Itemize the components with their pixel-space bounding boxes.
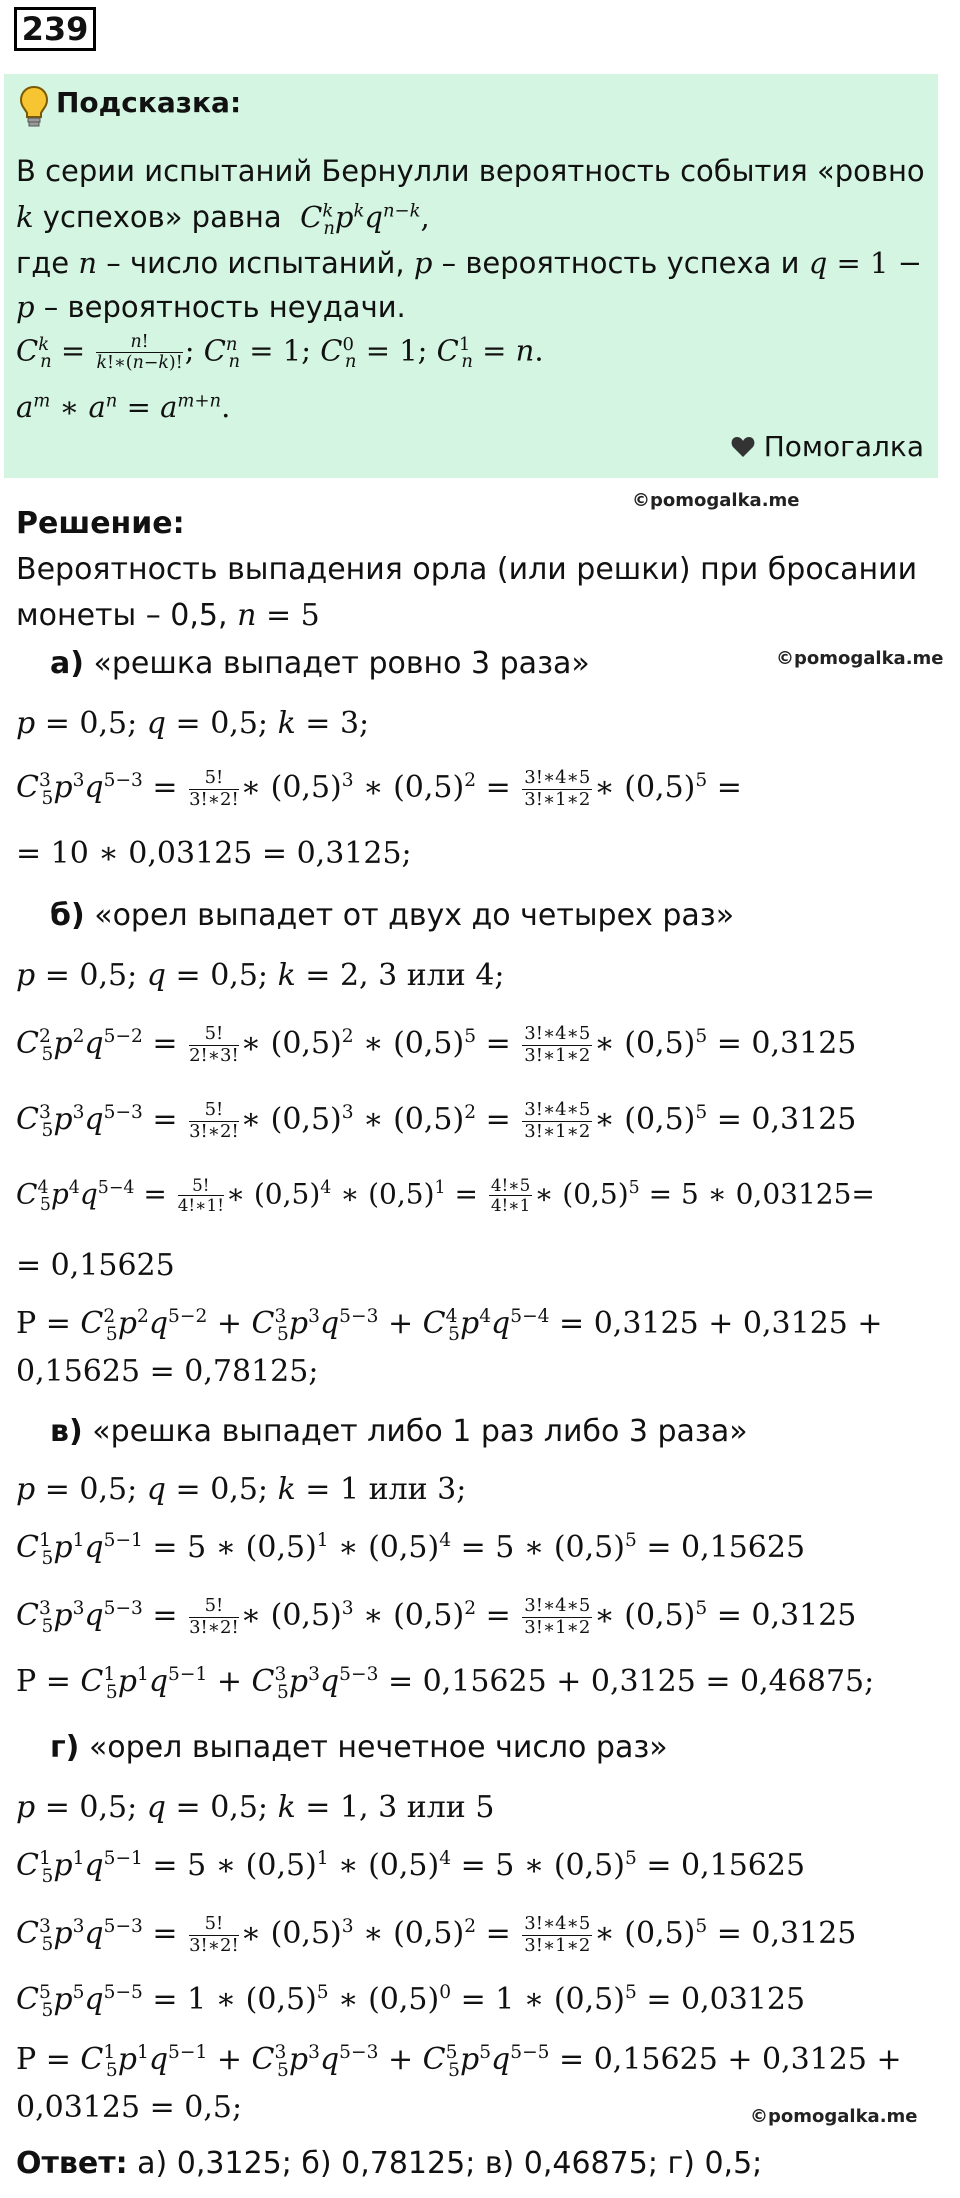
part-a-line-2: $C^3_5p^3q^{5-3}$ = $\frac{5!}{3!∗2!}$ ∗ $(0,5)^3$ ∗ $(0,5)^2$ = $\frac{3!∗4∗5}{3!∗1∗2}$ ∗ $(0,5)^5$ = [16,767,742,810]
part-b-line-3: $C^3_5p^3q^{5-3}$ = $\frac{5!}{3!∗2!}$ ∗ $(0,5)^3$ ∗ $(0,5)^2$ = $\frac{3!∗4∗5}{3!∗1∗2}$ ∗ $(0,5)^5 = 0,3125$ [16,1099,857,1142]
hint-line-4: p – вероятность неудачи. [16,290,406,324]
task-number: 239 [14,7,96,51]
part-b-line-7: 0,15625 = 0,78125; [16,1354,319,1389]
part-a-line-3: = 10 ∗ 0,03125 = 0,3125; [16,836,412,871]
hint-box [4,74,938,478]
hint-title: Подсказка: [56,86,242,119]
part-b-heading: б) «орел выпадет от двух до четырех раз» [50,898,735,933]
part-v-heading: в) «решка выпадет либо 1 раз либо 3 раза» [50,1414,748,1449]
watermark: ©pomogalka.me [750,2106,918,2127]
answer [16,2146,762,2181]
hint-line-1: В серии испытаний Бернулли вероятность события «ровно [16,154,925,188]
brand-label: Помогалка [763,430,924,463]
hint-line-6: $a^m$ ∗ $a^n = a^{m+n}$. [16,390,231,424]
part-b-line-5: = 0,15625 [16,1248,175,1283]
part-g-line-3: $C^3_5p^3q^{5-3}$ = $\frac{5!}{3!∗2!}$ ∗ $(0,5)^3$ ∗ $(0,5)^2$ = $\frac{3!∗4∗5}{3!∗1∗2}$ ∗ $(0,5)^5 = 0,3125$ [16,1913,857,1956]
part-b-line-6: $P = C^2_5p^2q^{5-2} + C^3_5p^3q^{5-3} + C^4_5p^4q^{5-4} = 0,3125 + 0,3125$ + [16,1306,883,1345]
part-b-line-2: $C^2_5p^2q^{5-2}$ = $\frac{5!}{2!∗3!}$ ∗ $(0,5)^2$ ∗ $(0,5)^5$ = $\frac{3!∗4∗5}{3!∗1∗2}$ ∗ $(0,5)^5 = 0,3125$ [16,1023,857,1066]
part-v-line-3: $C^3_5p^3q^{5-3}$ = $\frac{5!}{3!∗2!}$ ∗ $(0,5)^3$ ∗ $(0,5)^2$ = $\frac{3!∗4∗5}{3!∗1∗2}$ ∗ $(0,5)^5 = 0,3125$ [16,1595,857,1638]
watermark: ©pomogalka.me [632,490,800,511]
part-g-line-5: $P = C^1_5p^1q^{5-1} + C^3_5p^3q^{5-3} + C^5_5p^5q^{5-5} = 0,15625 + 0,3125$ + [16,2042,902,2081]
heart-icon [731,436,755,458]
hint-line-3: где n – число испытаний, p – вероятность успеха и q = 1 − [16,246,923,280]
part-g-heading: г) «орел выпадет нечетное число раз» [50,1730,668,1765]
hint-line-2: k успехов» равна $C^k_np^kq^{n-k}$, [16,200,430,239]
part-g-line-6: 0,03125 = 0,5; [16,2090,243,2125]
part-b-line-4: $C^4_5p^4q^{5-4}$ = $\frac{5!}{4!∗1!}$ ∗ $(0,5)^4$ ∗ $(0,5)^1$ = $\frac{4!∗5}{4!∗1}$ ∗ $(0,5)^5 = 5$ ∗ 0,03125= [16,1175,875,1216]
watermark: ©pomogalka.me [776,648,944,669]
solution-intro-1: Вероятность выпадения орла (или решки) при бросании [16,552,918,587]
part-b-line-1: p = 0,5; q = 0,5; k = 2, 3 или 4; [16,958,505,993]
solution-intro-2: монеты – 0,5, n = 5 [16,598,320,633]
part-v-line-2: $C^1_5p^1q^{5-1} = 5$ ∗ $(0,5)^1$ ∗ $(0,5)^4 = 5$ ∗ $(0,5)^5 = 0,15625$ [16,1530,806,1569]
answer-text: а) 0,3125; б) 0,78125; в) 0,46875; г) 0,5; [137,2146,763,2181]
part-v-line-1: p = 0,5; q = 0,5; k = 1 или 3; [16,1472,467,1507]
part-v-line-4: $P = C^1_5p^1q^{5-1} + C^3_5p^3q^{5-3} = 0,15625 + 0,3125 = 0,46875$; [16,1664,875,1703]
part-g-line-4: $C^5_5p^5q^{5-5} = 1$ ∗ $(0,5)^5$ ∗ $(0,5)^0 = 1$ ∗ $(0,5)^5 = 0,03125$ [16,1982,806,2021]
part-g-line-2: $C^1_5p^1q^{5-1} = 5$ ∗ $(0,5)^1$ ∗ $(0,5)^4 = 5$ ∗ $(0,5)^5 = 0,15625$ [16,1848,806,1887]
brand [731,430,924,463]
lightbulb-icon [18,84,50,128]
part-g-line-1: p = 0,5; q = 0,5; k = 1, 3 или 5 [16,1790,495,1825]
part-a-heading: а) «решка выпадет ровно 3 раза» [50,646,590,681]
part-a-line-1: p = 0,5; q = 0,5; k = 3; [16,706,370,741]
hint-line-5: $C^k_n$ = $\frac{n!}{k!∗(n-k)!}$ ; $C^n_n = 1$; $C^0_n = 1$; $C^1_n = n$. [16,332,544,374]
answer-label: Ответ: [16,2146,128,2181]
solution-title: Решение: [16,506,185,541]
